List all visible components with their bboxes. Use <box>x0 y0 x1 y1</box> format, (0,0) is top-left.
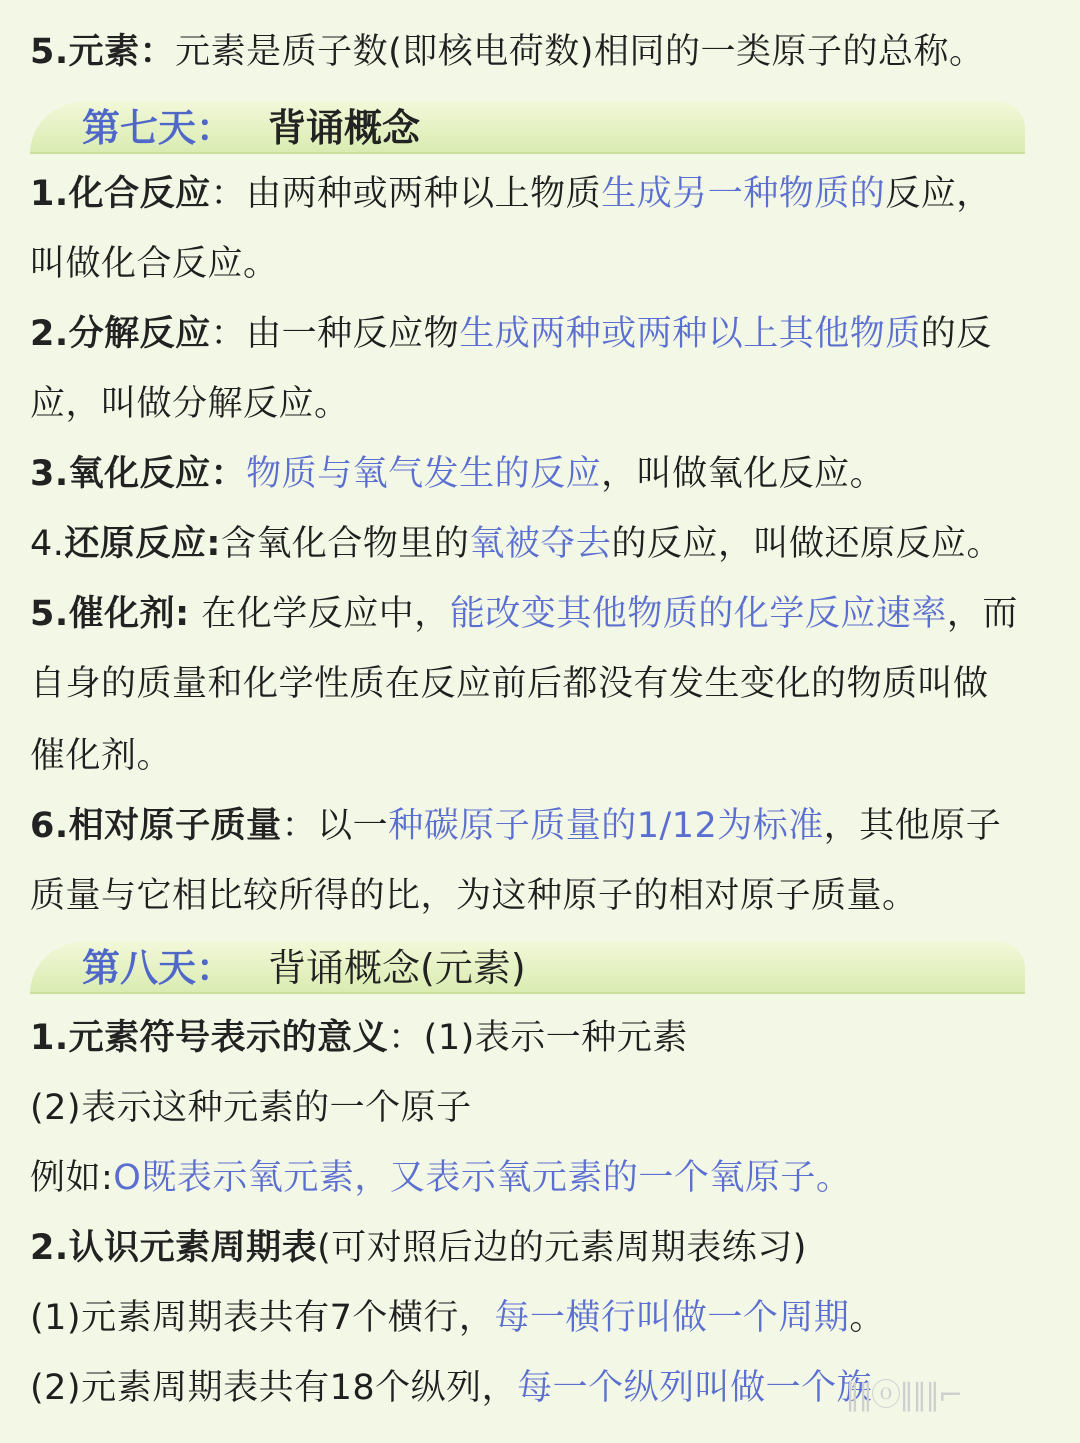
item-text-post: 。 <box>849 1298 885 1338</box>
item-number: 4. <box>30 524 65 564</box>
item-highlight: 物质与氧气发生的反应 <box>246 454 602 494</box>
item-text-cont: 质量与它相比较所得的比，为这种原子的相对原子质量。 <box>30 876 918 916</box>
item-text: 由一种反应物 <box>246 314 460 354</box>
item-label: 还原反应: <box>64 524 221 564</box>
item-text-post: ，叫做氧化反应。 <box>601 454 886 494</box>
item-reduction-reaction <box>30 520 1060 568</box>
watermark-logo: ∥∥ⓞ∥∥∥⌐ <box>845 1378 962 1413</box>
item-text-cont: 自身的质量和化学性质在反应前后都没有发生变化的物质叫做 <box>30 664 989 704</box>
item-text-post: 的反 <box>920 314 992 354</box>
item-text: 由两种或两种以上物质 <box>246 174 602 214</box>
item-label: 6.相对原子质量 <box>30 806 282 846</box>
item-highlight: 种碳原子质量的1/12为标准 <box>388 806 824 846</box>
item-catalyst-cont2 <box>30 732 1060 780</box>
day7-banner-day: 第七天： <box>82 106 235 150</box>
item-text-cont: 催化剂。 <box>30 736 173 776</box>
item-catalyst <box>30 590 1060 638</box>
item-text-post: 反应， <box>885 174 992 214</box>
item-highlight: 生成两种或两种以上其他物质 <box>459 314 921 354</box>
item-relative-atomic-mass-cont <box>30 872 1060 920</box>
item-label: 1.化合反应 <box>30 174 211 214</box>
item-combination-reaction-cont <box>30 240 1060 288</box>
item-text: (2)表示这种元素的一个原子 <box>30 1088 472 1128</box>
item-periodic-table <box>30 1224 1060 1272</box>
item-highlight: 能改变其他物质的化学反应速率 <box>449 594 947 634</box>
item-element-symbol-meaning-2 <box>30 1084 1060 1132</box>
item-decomposition-reaction-cont <box>30 380 1060 428</box>
day7-banner-title: 背诵概念 <box>268 106 421 150</box>
day8-banner <box>30 942 1025 994</box>
item-periodic-table-periods <box>30 1294 1060 1342</box>
item-highlight: 每一横行叫做一个周期 <box>494 1298 850 1338</box>
item-text: (1)元素周期表共有7个横行， <box>30 1298 495 1338</box>
item-text-cont: 叫做化合反应。 <box>30 244 279 284</box>
item-element-symbol-meaning <box>30 1014 1060 1062</box>
item-text: (2)元素周期表共有18个纵列， <box>30 1368 518 1408</box>
item-catalyst-cont <box>30 660 1060 708</box>
item-relative-atomic-mass <box>30 802 1060 850</box>
item-text-post: ，其他原子 <box>823 806 1002 846</box>
day8-banner-day: 第八天： <box>82 946 235 990</box>
item-colon: ： <box>388 1018 424 1058</box>
item-highlight: 每一个纵列叫做一个族 <box>517 1368 873 1408</box>
item-combination-reaction <box>30 170 1060 218</box>
intro-line <box>30 28 1060 76</box>
item-highlight: 氧被夺去 <box>469 524 612 564</box>
item-text-cont: 应，叫做分解反应。 <box>30 384 350 424</box>
item-label: 2.分解反应 <box>30 314 211 354</box>
item-text-post: ，而 <box>946 594 1018 634</box>
item-label: 5.催化剂: <box>30 594 190 634</box>
item-colon: ： <box>210 174 247 214</box>
intro-label: 5.元素： <box>30 32 176 72</box>
item-text: 在化学反应中， <box>201 594 450 634</box>
item-label: 3.氧化反应： <box>30 454 247 494</box>
example-label: 例如: <box>30 1158 114 1198</box>
item-text: (可对照后边的元素周期表练习) <box>317 1228 807 1268</box>
day8-banner-title: 背诵概念(元素) <box>268 946 526 990</box>
item-label: 2.认识元素周期表 <box>30 1228 318 1268</box>
item-colon: ： <box>281 806 318 846</box>
item-text: 含氧化合物里的 <box>220 524 470 564</box>
day7-banner <box>30 102 1025 154</box>
item-example <box>30 1154 1060 1202</box>
item-highlight: 生成另一种物质的 <box>601 174 886 214</box>
example-highlight: O既表示氧元素，又表示氧元素的一个氧原子。 <box>113 1158 852 1198</box>
item-text-post: 的反应，叫做还原反应。 <box>611 524 1002 564</box>
item-label: 1.元素符号表示的意义 <box>30 1018 389 1058</box>
item-text: 以一 <box>317 806 389 846</box>
item-decomposition-reaction <box>30 310 1060 358</box>
item-oxidation-reaction <box>30 450 1060 498</box>
item-text: (1)表示一种元素 <box>423 1018 688 1058</box>
intro-text: 元素是质子数(即核电荷数)相同的一类原子的总称。 <box>175 32 985 72</box>
item-colon: ： <box>210 314 247 354</box>
